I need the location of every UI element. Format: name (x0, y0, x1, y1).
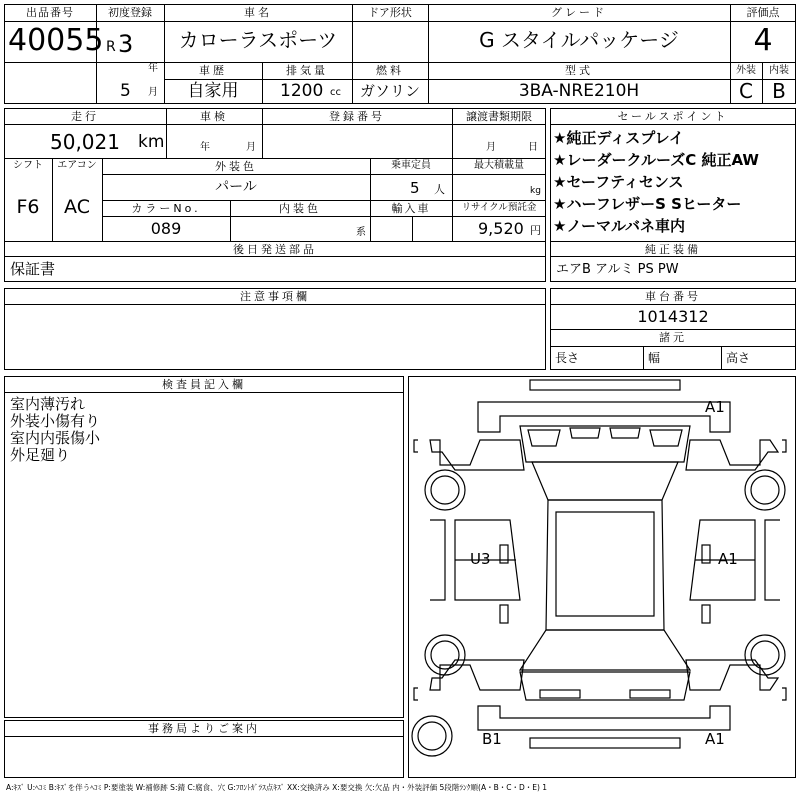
car-name-label: 車名 (244, 6, 272, 19)
inspector-note-1: 室内薄汚れ (10, 395, 86, 413)
later-parts-value: 保証書 (10, 260, 56, 278)
equipment-value: エアB アルミ PS PW (556, 262, 679, 277)
exterior-grade: C (739, 79, 753, 103)
recycle-value: 9,520 (478, 219, 524, 238)
displacement-value: 1200 (280, 81, 324, 101)
history-label: 車歴 (199, 64, 227, 77)
length-label: 長さ (555, 351, 580, 365)
chassis-title: 車台番号 (645, 290, 701, 303)
km-unit: km (138, 132, 165, 152)
year-unit: 年 (148, 63, 158, 74)
import-label: 輸入車 (391, 202, 431, 215)
caution-title: 注意事項欄 (240, 290, 310, 303)
ext-color-label: 外装色 (215, 160, 257, 173)
int-color-label: 内装色 (279, 202, 321, 215)
max-load-label: 最大積載量 (474, 160, 524, 171)
height-label: 高さ (726, 351, 751, 365)
cc-unit: cc (330, 87, 341, 98)
inspector-note-2: 外装小傷有り (10, 412, 101, 430)
grade-label: グレード (551, 6, 607, 19)
month-unit: 月 (148, 87, 158, 98)
mileage-value: 50,021 (50, 130, 120, 154)
grade-value: G スタイルパッケージ (479, 28, 679, 52)
car-name-value: カローラスポーツ (178, 28, 338, 52)
sales-point-2: ★レーダークルーズC 純正AW (553, 151, 759, 169)
lot-no-label: 出品番号 (26, 6, 74, 19)
damage-mark-front-right: A1 (705, 398, 725, 416)
displacement-label: 排気量 (286, 64, 328, 77)
inspection-label: 車検 (200, 110, 228, 123)
first-reg-label: 初度登録 (108, 6, 152, 19)
reg-no-label: 登録番号 (329, 110, 385, 123)
sales-point-5: ★ノーマルバネ車内 (553, 217, 685, 235)
interior-label: 内装 (769, 65, 789, 76)
damage-mark-right-door: A1 (718, 550, 738, 568)
exterior-label: 外装 (736, 65, 756, 76)
transfer-day-unit: 日 (528, 142, 538, 153)
yen-unit: 円 (530, 224, 541, 237)
score-value: 4 (753, 23, 773, 58)
door-label: ドア形状 (368, 6, 412, 19)
model-code-label: 型式 (565, 64, 593, 77)
capacity-label: 乗車定員 (391, 160, 431, 171)
aircon-label: エアコン (57, 160, 97, 171)
sales-point-3: ★セーフティセンス (553, 173, 684, 191)
equipment-title: 純正装備 (645, 243, 701, 256)
year-value: 3 (118, 30, 134, 58)
damage-mark-left-door: U3 (470, 550, 491, 568)
inspection-year-unit: 年 (200, 142, 210, 153)
persons-unit: 人 (434, 183, 445, 196)
damage-mark-rear-right: A1 (705, 730, 725, 748)
lot-no-value: 40055 (8, 23, 104, 58)
width-label: 幅 (648, 351, 661, 365)
office-title: 事務局よりご案内 (148, 722, 260, 735)
history-value: 自家用 (187, 81, 239, 101)
sales-point-4: ★ハーフレザーS Sヒーター (553, 195, 742, 213)
inspector-title: 検査員記入欄 (162, 378, 246, 391)
inspector-note-3: 室内内張傷小 (10, 429, 101, 447)
recycle-label: リサイクル預託金 (461, 202, 537, 213)
kg-unit: kg (530, 186, 541, 196)
inspection-month-unit: 月 (246, 142, 256, 153)
kei-unit: 系 (356, 227, 366, 238)
transfer-docs-label: 譲渡書類期限 (466, 110, 532, 123)
era-value: R (106, 39, 116, 55)
model-code-value: 3BA-NRE210H (518, 81, 640, 101)
dims-title: 諸元 (659, 331, 687, 344)
chassis-value: 1014312 (637, 307, 709, 326)
fuel-value: ガソリン (359, 82, 420, 100)
shift-label: シフト (13, 160, 43, 171)
color-no-label: カラーNo. (131, 202, 201, 215)
color-no-value: 089 (150, 219, 182, 238)
ext-color-value: パール (215, 179, 257, 195)
capacity-value: 5 (410, 179, 420, 197)
sales-points-title: セールスポイント (617, 110, 729, 123)
aircon-value: AC (64, 196, 90, 218)
sales-point-1: ★純正ディスプレイ (553, 129, 684, 147)
shift-value: F6 (16, 196, 40, 218)
month-value: 5 (120, 81, 131, 101)
fuel-label: 燃料 (376, 64, 404, 77)
interior-grade: B (772, 79, 786, 103)
transfer-month-unit: 月 (486, 142, 496, 153)
damage-mark-rear-left: B1 (482, 730, 502, 748)
later-parts-label: 後日発送部品 (233, 243, 317, 256)
inspector-note-4: 外足廻り (10, 446, 71, 464)
legend-text: A:ｷｽﾞ U:ﾍｺﾐ B:ｷｽﾞを伴うﾍｺﾐ P:要塗装 W:補修跡 S:錆 C:腐食、穴 G:ﾌﾛﾝﾄｶﾞﾗｽ点ｷｽﾞ XX:交換済み X:要交換 欠:欠品 内・外装評価 5段階ﾗﾝｸ順(A・B・C・D・E) 1 (6, 783, 548, 792)
score-label: 評価点 (746, 6, 780, 19)
mileage-label: 走行 (71, 110, 99, 123)
